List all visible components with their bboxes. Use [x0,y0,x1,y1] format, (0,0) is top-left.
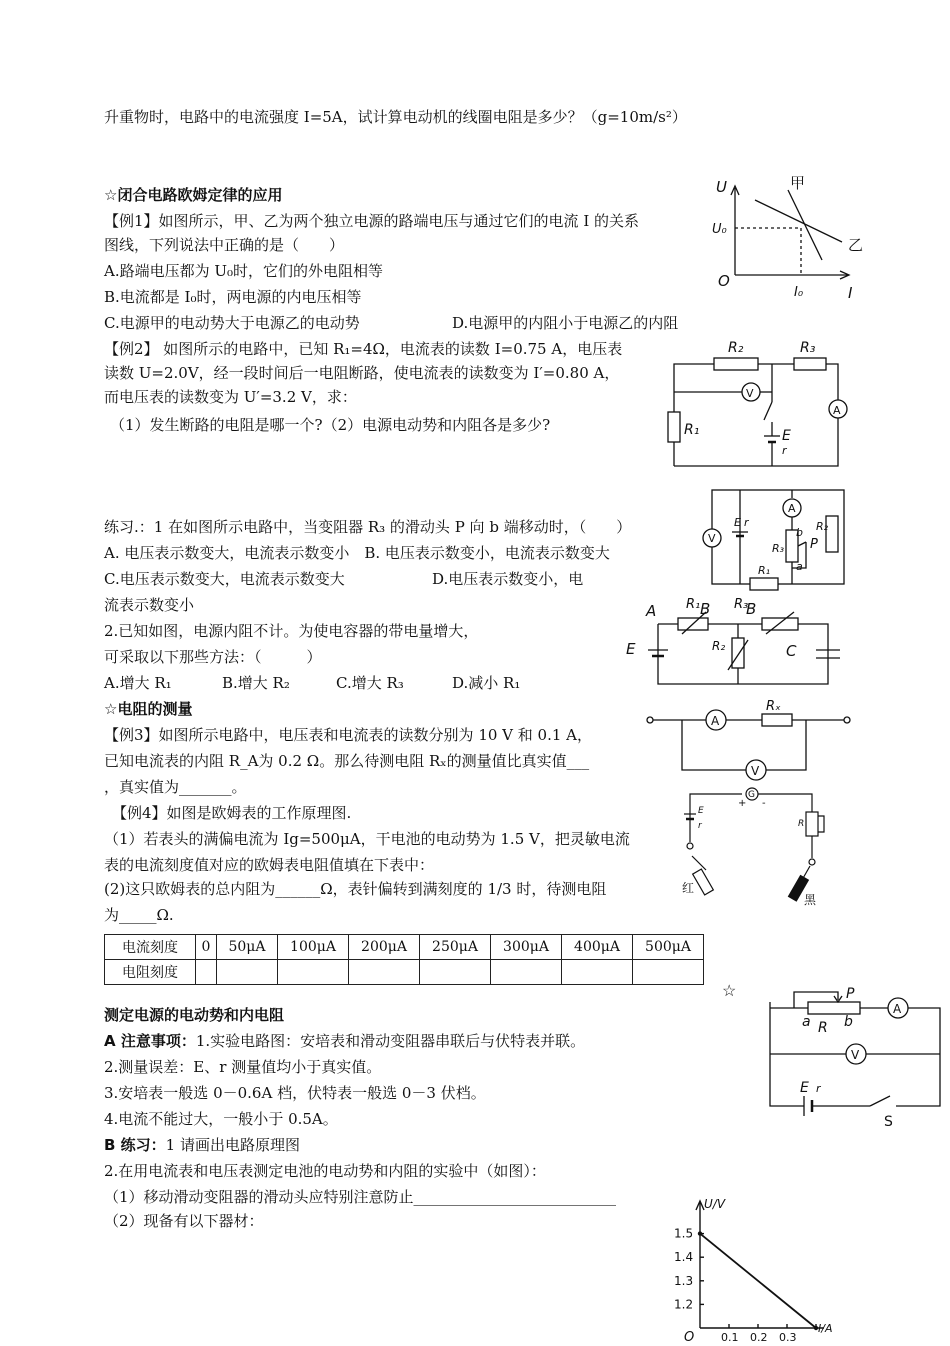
emf-notes-label: A 注意事项： [104,1032,196,1050]
table-cell: 250μA [420,935,491,960]
r-label: r [782,444,787,457]
practice2-option-d: D.减小 R₁ [452,674,521,692]
r2-label: R₂ [712,639,726,653]
example4-line4: (2)这只欧姆表的总内阻为______Ω，表针偏转到满刻度的 1/3 时，待测电阻 [104,880,607,898]
u0-label: U₀ [712,222,727,237]
resistor-r1 [668,412,680,442]
wire-top-right [758,794,812,812]
table-cell-empty [217,960,278,985]
terminal-right [809,859,815,865]
emf-practice-1-text: 1 请画出电路原理图 [165,1136,300,1154]
probe-red-tip [692,856,706,870]
galvanometer-label: G [748,790,755,800]
wire-right-top [826,364,838,400]
table-header-resistance: 电阻刻度 [105,960,196,985]
yi-label: 乙 [848,236,864,254]
voltmeter-label: V [746,387,754,400]
practice2-line2: 可采取以下那些方法：（ ） [104,648,322,666]
r3-label: R₃ [800,340,816,356]
practice1-option-c: C.电压表示数变大，电流表示数变大 [104,570,345,588]
rheostat-label: R [798,819,805,829]
r-label: r [698,821,702,831]
internal-r-label: r [816,1082,821,1095]
example2-line4: （1）发生断路的电阻是哪一个?（2）电源电动势和内阻各是多少? [110,416,551,434]
resistor-r1 [750,578,778,590]
example2-line1: 【例2】 如图所示的电路中，已知 R₁=4Ω，电流表的读数 I=0.75 A，电压表 [104,340,623,358]
resistor-rx [762,714,792,726]
x-tick-label: O [684,1330,695,1345]
e-label: E [800,1080,809,1096]
voltmeter-label: V [751,764,760,778]
emf-note-4: 4.电流不能过大，一般小于 0.5A。 [104,1110,338,1128]
table-cell: 300μA [491,935,562,960]
example4-line5: 为_____Ω. [104,906,174,924]
emf-practice-label: B 练习： [104,1136,166,1154]
x-axis-label: I/A [818,1322,833,1335]
wire-v-right [766,720,806,770]
ui-graph-figure [710,170,870,300]
ohmmeter-table [104,934,704,985]
wire-right [896,1008,940,1106]
r3-arrow [766,612,794,634]
table-cell-empty [420,960,491,985]
y-tick-label: 1.2 [674,1297,694,1312]
practice2-option-b: B.增大 R₂ [222,674,290,692]
jia-label: 甲 [790,174,806,192]
i0-label: I₀ [794,285,804,300]
e-label: E [782,428,791,444]
origin-label: O [718,272,730,290]
slider-p [798,542,806,546]
table-cell-empty [633,960,704,985]
example2-circuit [664,336,864,472]
p-label: P [846,986,855,1002]
r1-label: R₁ [684,422,700,438]
practice2-option-a: A.增大 R₁ [104,674,172,692]
practice2-option-c: C.增大 R₃ [336,674,404,692]
emf-note-1-text: 1.实验电路图：安培表和滑动变阻器串联后与伏特表并联。 [195,1032,586,1050]
terminal-left [687,843,693,849]
line-yi [788,190,822,260]
table-cell: 400μA [562,935,633,960]
p-label: P [810,537,818,552]
table-cell: 200μA [349,935,420,960]
ammeter-label: A [711,714,720,728]
example4-line3: 表的电流刻度值对应的欧姆表电阻值填在下表中： [104,856,435,874]
terminal-left [647,717,653,723]
resistor-r3 [762,618,798,630]
voltmeter-label: V [851,1048,860,1062]
data-point [815,1327,818,1330]
resistor-r2 [714,358,758,370]
rheostat-slider [818,816,824,832]
section-heading-resistance: ☆电阻的测量 [104,700,193,718]
u-axis-label: U [716,178,727,196]
example3-line1: 【例3】如图所示电路中，电压表和电流表的读数分别为 10 V 和 0.1 A， [104,726,592,744]
resistor-r [806,812,818,836]
r3-label: R₃ [734,597,749,612]
slider-wire [794,992,838,1008]
y-tick-label: 1.5 [674,1226,694,1241]
example2-line2: 读数 U=2.0V，经一段时间后一电阻断路，使电流表的读数变为 I′=0.80 A， [104,364,620,382]
emf-practice-1 [104,1136,300,1154]
x-tick-label: 0.3 [779,1331,797,1344]
section-heading-closed-circuit: ☆闭合电路欧姆定律的应用 [104,186,283,204]
r1-label: R₁ [686,597,701,612]
y-tick-label: 1.3 [674,1273,694,1288]
practice1-option-d-cont: 流表示数变小 [104,596,195,614]
table-cell-empty [349,960,420,985]
top-question: 升重物时，电路中的电流强度 I=5A，试计算电动机的线圈电阻是多少？（g=10m/s²） [104,108,687,126]
switch-s [870,1096,890,1106]
table-cell-empty [491,960,562,985]
practice2-line1: 2.已知如图，电源内阻不计。为使电容器的带电量增大， [104,622,479,640]
ui-chart [668,1196,838,1345]
series-line [700,1234,816,1328]
c-label: C [786,642,797,660]
table-cell: 50μA [217,935,278,960]
emf-note-2: 2.测量误差：E、r 测量值均小于真实值。 [104,1058,382,1076]
r2-arrow [728,640,748,670]
practice1-options-ab: A. 电压表示数变大，电流表示数变小 B. 电压表示数变小，电流表示数变大 [104,544,610,562]
e-label: E [698,806,704,816]
example1-option-c: C.电源甲的电动势大于电源乙的电动势 [104,314,360,332]
example1-line1: 【例1】如图所示，甲、乙为两个独立电源的路端电压与通过它们的电流 I 的关系 [104,212,640,230]
practice2-circuit [620,594,850,690]
r2-label: R₂ [728,340,744,356]
emf-note-3: 3.安培表一般选 0－0.6A 档，伏特表一般选 0－3 伏档。 [104,1084,486,1102]
table-cell-empty [562,960,633,985]
resistor-r3 [794,358,826,370]
r3-label: R₃ [772,542,785,555]
example1-option-b: B.电流都是 I₀时，两电源的内电压相等 [104,288,362,306]
a-label: A [646,602,657,620]
plus-label: + [738,798,747,809]
red-probe-label: 红 [682,881,695,895]
ohmmeter-figure [670,786,840,906]
example1-line2: 图线，下列说法中正确的是（ ） [104,236,345,254]
example3-line2: 已知电流表的内阻 R_A为 0.2 Ω。那么待测电阻 Rₓ的测量值比真实值___ [104,752,590,770]
a-label: a [802,1014,811,1030]
table-header-current: 电流刻度 [105,935,196,960]
table-row [105,935,704,960]
y-axis-label: U/V [704,1197,726,1211]
emf-circuit [760,984,946,1130]
e-label: E [734,516,741,529]
x-tick-label: 0.1 [721,1331,739,1344]
example3-circuit [644,699,854,786]
r-label: R [818,1020,828,1036]
example3-line3: ，真实值为_______。 [104,778,247,796]
example1-option-a: A.路端电压都为 U₀时，它们的外电阻相等 [104,262,384,280]
table-row [105,960,704,985]
ammeter-label: A [788,502,796,515]
star-mark: ☆ [722,981,737,1000]
x-tick-label: 0.2 [750,1331,768,1344]
practice1-line1: 练习.：1 在如图所示电路中，当变阻器 R₃ 的滑动头 P 向 b 端移动时，（ ） [104,518,632,536]
rx-label: Rₓ [766,699,781,714]
r2-label: R₂ [816,520,829,533]
b-label-1: B [700,600,711,618]
e-label: E [626,640,636,658]
b-label: b [796,526,803,539]
emf-practice-4: （2）现备有以下器材： [104,1212,264,1230]
table-cell: 100μA [278,935,349,960]
voltmeter-label: V [708,532,716,545]
example1-option-d: D.电源甲的内阻小于电源乙的内阻 [452,314,679,332]
emf-note-1 [104,1032,585,1050]
emf-practice-3: （1）移动滑动变阻器的滑动头应特别注意防止___________________________ [104,1188,617,1206]
a-label: a [796,560,803,573]
black-probe-label: 黑 [804,893,817,907]
s-label: S [884,1114,893,1130]
example4-line2: （1）若表头的满偏电流为 Ig=500μA，干电池的电动势为 1.5 V，把灵敏电流 [104,830,630,848]
probe-red [693,869,714,895]
line-jia [755,200,842,242]
b-label-2: B [746,600,757,618]
table-cell-empty [196,960,217,985]
ammeter-label: A [893,1002,902,1016]
ammeter-label: A [833,404,841,417]
r-label: r [744,516,749,529]
practice1-option-d: D.电压表示数变小，电 [432,570,584,588]
example2-line3: 而电压表的读数变为 U′=3.2 V，求： [104,388,357,406]
section-heading-emf: 测定电源的电动势和内电阻 [104,1006,285,1024]
practice1-circuit [696,486,852,590]
outer-wire [712,490,844,584]
resistor-r2 [732,638,744,668]
data-point [699,1232,702,1235]
wire-top-left [690,794,742,842]
i-axis-label: I [848,284,853,302]
minus-label: - [762,798,766,809]
emf-practice-2: 2.在用电流表和电压表测定电池的电动势和内阻的实验中（如图）： [104,1162,546,1180]
rheostat-r [808,1002,860,1014]
terminal-right [844,717,850,723]
table-cell-empty [278,960,349,985]
r1-label: R₁ [758,564,771,577]
table-cell: 500μA [633,935,704,960]
switch-icon [764,402,772,420]
y-tick-label: 1.4 [674,1250,694,1265]
table-cell: 0 [196,935,217,960]
b-label: b [844,1014,853,1030]
example4-line1: 【例4】如图是欧姆表的工作原理图. [112,804,352,822]
